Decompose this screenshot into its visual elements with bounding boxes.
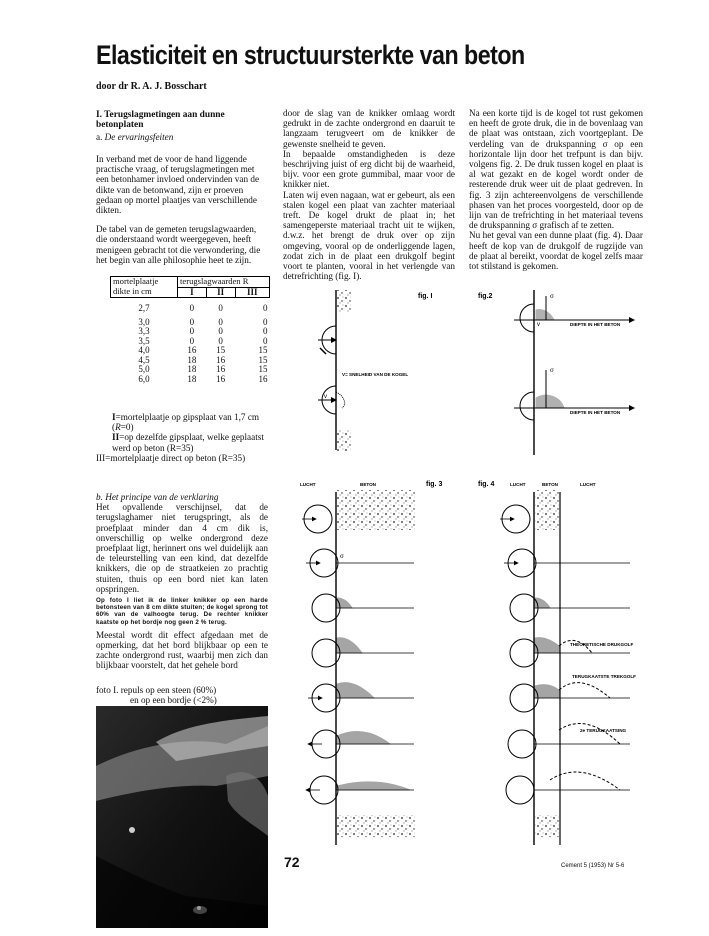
table-row: 3,5 0 0 0 (138, 335, 268, 346)
svg-text:σ: σ (550, 366, 554, 374)
table-legend: I=mortelplaatje op gipsplaat van 1,7 cm (R=0) II=op dezelfde gipsplaat, welke geplaatst werd op beton (R=35) III=mortelplaatje direct op beton (R=35) (96, 412, 264, 463)
table-col-III: III (235, 287, 269, 298)
fig1-label: fig. I (418, 293, 433, 300)
svg-text:σ: σ (550, 292, 554, 300)
paragraph: Na een korte tijd is de kogel tot rust gekomen en heeft de grote druk, die in de bovenlaag van de plaat was ontstaan, zich voortgeplant. De verdeling van de drukspanning σ op een horizontale lijn door het trefpunt is dan bijv. volgens fig. 2. De druk tussen kogel en plaat is al wat gezakt en de kogel wordt onder de resterende druk weer uit de plaat gedreven. In fig. 3 zijn achtereenvolgens de verschillende phasen van het proces voorgesteld, door op de lijn van de trefrichting in het materiaal tevens de drukspanning σ grafisch af te zetten. (469, 108, 643, 231)
paragraph: Nu het geval van een dunne plaat (fig. 4). Daar heeft de kop van de drukgolf de rugzijde van de plaat al bereikt, voordat de kogel zelfs maar tot stilstand is gekomen. (469, 230, 643, 272)
table-header-dikte: mortelplaatje dikte in cm (111, 277, 178, 298)
figure-4 (500, 490, 630, 845)
lucht-label-4b: LUCHT (580, 482, 596, 487)
table-row: 5,0 18 16 15 (138, 364, 268, 374)
table-col-II: II (206, 287, 235, 298)
beton-label-4: BETON (542, 482, 558, 487)
table-row: 6,0 18 16 16 (138, 373, 268, 384)
table-row: 4,0 16 15 15 (138, 345, 268, 355)
paragraph: Het opvallende verschijnsel, dat de terugslaghamer niet terugspringt, als de proefplaat minder dan 4 cm dik is, onverschillig op welke ondergrond deze proefplaat ligt, herinnert ons wel duidelijk aan de teleurstelling van een kind, dat dezelfde knikkers, die op de straatkeien zo prachtig stuiten, thuis op een bord niet kan laten opspringen. (96, 502, 268, 594)
beton-label-3: BETON (360, 482, 376, 487)
subheading-a: a. De ervaringsfeiten (96, 131, 174, 142)
results-table (110, 276, 270, 384)
photo-caption: en op een bordje (<2%) (130, 694, 217, 705)
author-line: door dr R. A. J. Bosschart (96, 81, 207, 92)
subheading-b: b. Het principe van de verklaring (96, 492, 219, 502)
photo-caption: foto I. repuls op een steen (60%) (96, 684, 217, 695)
figure-2 (514, 290, 634, 455)
diepte-label-1: DIEPTE IN HET BETON (570, 322, 621, 327)
svg-text:v: v (537, 322, 540, 328)
paragraph: Meestal wordt dit effect afgedaan met de opmerking, dat het bord blijkbaar op een te zachte ondergrond rust, waarbij men zich dan blijkbaar voorstelt, dat het gehele bord (96, 629, 268, 671)
table-row: 4,5 18 16 15 (138, 354, 268, 365)
v-label: V= SNELHEID VAN DE KOGEL (342, 372, 409, 377)
terug2-label: 2e TERUGKAATSING (580, 728, 627, 733)
figure-1 (318, 290, 351, 452)
photo-marbles (96, 706, 268, 928)
article-title: Elasticiteit en structuursterkte van beton (96, 40, 525, 70)
paragraph: In verband met de voor de hand liggende practische vraag, of terugslagmetingen met een betonhamer invloed ondervinden van de dikte van de betonwand, zijn er proeven gedaan op mortel plaatjes van verschillende dikten. (96, 154, 260, 216)
journal-ref: Cement 5 (1953) Nr 5-6 (561, 863, 625, 869)
fig2-label: fig.2 (478, 293, 493, 300)
table-col-I: I (178, 287, 207, 298)
terug-label: TERUGKAATSTE TREKGOLF (572, 674, 636, 679)
column-2 (283, 108, 455, 281)
figures-panel (280, 280, 650, 850)
paragraph: De tabel van de gemeten terugslagwaarden, die onderstaand wordt weergegeven, heeft menigeen gebracht tot die verwondering, die het begin van alle philosophie heet te zijn. (96, 224, 261, 265)
column-1-continued (96, 492, 268, 705)
paragraph: Laten wij even nagaan, wat er gebeurt, als een stalen kogel een plaat van zachter materiaal treft. De kogel drukt de plaat in; het samengeperste materiaal tracht uit te wijken, d.w.z. het brengt de druk over op zijn omgeving, vooral op de onderliggende lagen, zodat zich in de plaat een drukgolf begint voort te planten, vooral in het verlengde van detrefrichting (fig. I). (283, 189, 455, 282)
paragraph: In bepaalde omstandigheden is deze beschrijving juist of erg dicht bij de waarheid, bijv. voor een grote gummibal, maar voor de knikker niet. (283, 148, 455, 190)
paragraph: door de slag van de knikker omlaag wordt gedrukt in de zachte ondergrond en daaruit te langzaam terugveert om de knikker de gewenste snelheid te geven. (283, 108, 455, 149)
table-header-terugslag: terugslagwaarden R (178, 277, 270, 288)
svg-text:σ: σ (340, 552, 344, 560)
figure-3 (302, 490, 415, 845)
fig4-label: fig. 4 (478, 481, 495, 488)
section-heading: I. Terugslagmetingen aan dunne betonplaten (96, 110, 225, 131)
photo-note: Op foto I liet ik de linker knikker op een harde betonsteen van 8 cm dikte stuiten; de kogel sprong tot 60% van de valhoogte terug. De rechter knikker kaatste op het bordje nog geen 2 % terug. (96, 597, 268, 626)
column-3 (469, 108, 643, 271)
table-row: 3,0 0 0 0 (138, 316, 268, 327)
diepte-label-2: DIEPTE IN HET BETON (570, 410, 621, 415)
svg-text:v: v (324, 394, 327, 400)
lucht-label-4: LUCHT (510, 482, 526, 487)
column-1 (96, 110, 268, 265)
theor-label: THEORETISCHE DRUKGOLF (570, 642, 634, 647)
lucht-label-3: LUCHT (300, 482, 316, 487)
fig3-label: fig. 3 (426, 481, 443, 488)
table-row: 3,3 0 0 0 (138, 326, 268, 336)
page-number: 72 (284, 854, 300, 870)
table-row: 2,7 0 0 0 (111, 298, 270, 314)
